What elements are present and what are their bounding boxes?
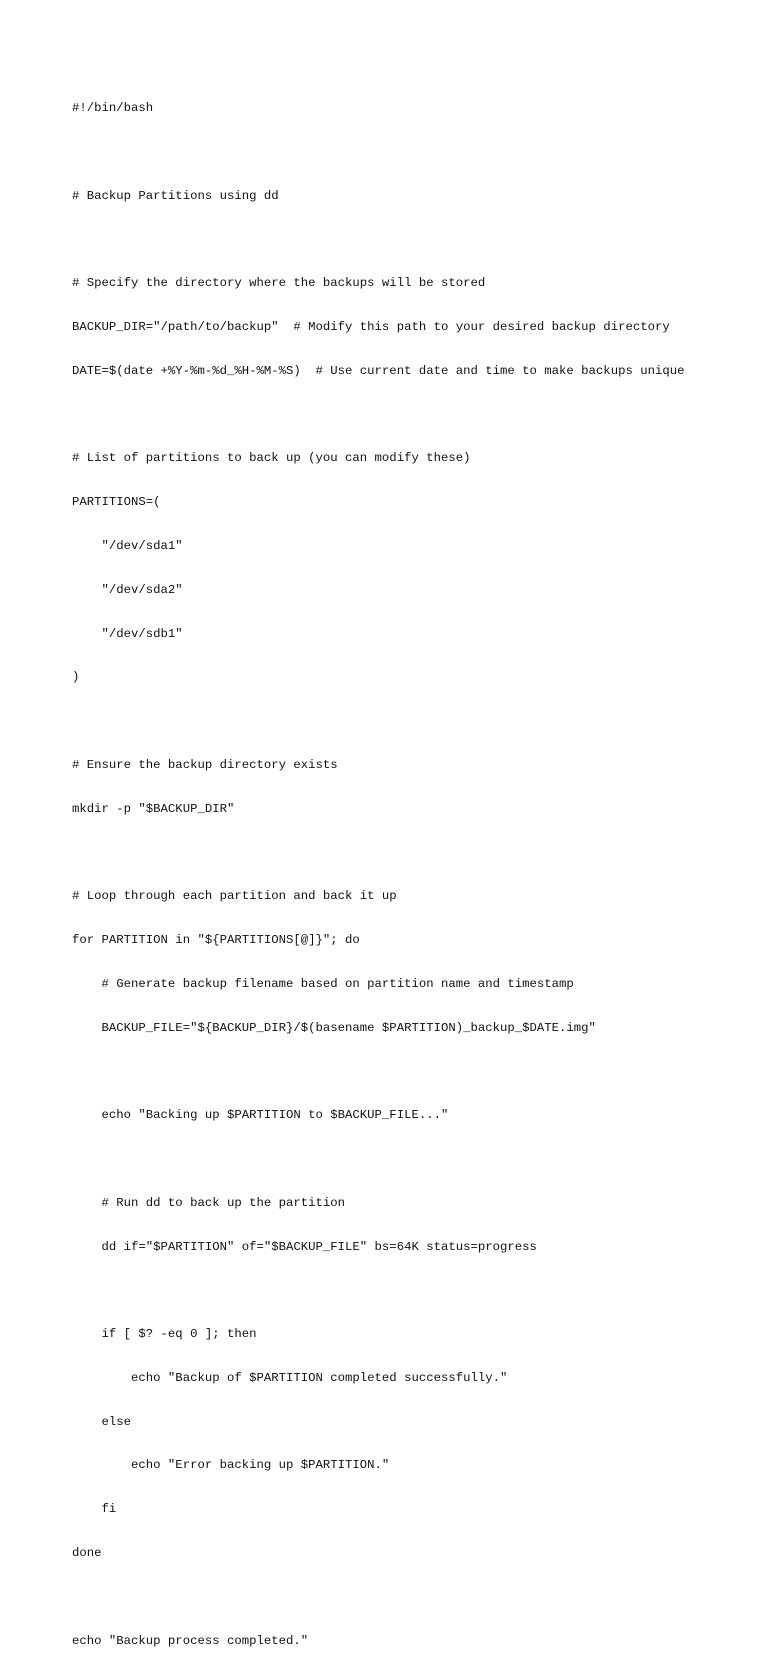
- code-line: echo "Backup process completed.": [72, 1633, 309, 1648]
- code-line: echo "Backing up $PARTITION to $BACKUP_FILE...": [72, 1108, 449, 1123]
- code-line: #!/bin/bash: [72, 101, 154, 116]
- code-line: PARTITIONS=(: [72, 495, 161, 510]
- code-line: [72, 1064, 752, 1079]
- code-line: [72, 408, 752, 423]
- code-line: "/dev/sda1": [72, 539, 183, 553]
- code-line: [72, 845, 752, 860]
- code-line: [72, 1590, 752, 1605]
- code-line: # Specify the directory where the backups will be stored: [72, 276, 486, 291]
- code-line: fi: [72, 1502, 117, 1517]
- code-line: [72, 714, 752, 729]
- code-line: # Backup Partitions using dd: [72, 188, 279, 203]
- code-line: [72, 233, 752, 248]
- code-line: for PARTITION in "${PARTITIONS[@]}"; do: [72, 933, 360, 948]
- code-line: # Generate backup filename based on partition name and timestamp: [72, 976, 574, 991]
- code-line: if [ $? -eq 0 ]; then: [72, 1327, 257, 1342]
- code-line: mkdir -p "$BACKUP_DIR": [72, 801, 235, 816]
- code-line: echo "Error backing up $PARTITION.": [72, 1458, 390, 1473]
- code-line: # Run dd to back up the partition: [72, 1195, 346, 1210]
- code-line: [72, 1152, 752, 1167]
- code-line: ): [72, 670, 80, 685]
- code-line: BACKUP_FILE="${BACKUP_DIR}/$(basename $PARTITION)_backup_$DATE.img": [72, 1020, 596, 1035]
- code-line: # List of partitions to back up (you can modify these): [72, 451, 471, 466]
- code-line: echo "Backup of $PARTITION completed successfully.": [72, 1370, 508, 1385]
- code-line: "/dev/sdb1": [72, 626, 183, 641]
- code-line: [72, 1283, 752, 1298]
- code-line: done: [72, 1545, 102, 1560]
- code-line: [72, 145, 752, 160]
- code-line: # Ensure the backup directory exists: [72, 757, 338, 772]
- code-line: BACKUP_DIR="/path/to/backup" # Modify this path to your desired backup directory: [72, 320, 670, 335]
- code-block: [72, 72, 752, 1677]
- code-line: "/dev/sda2": [72, 582, 183, 597]
- code-line: DATE=$(date +%Y-%m-%d_%H-%M-%S) # Use current date and time to make backups unique: [72, 363, 685, 378]
- code-line: # Loop through each partition and back it up: [72, 889, 397, 904]
- code-line: else: [72, 1414, 132, 1429]
- code-line: dd if="$PARTITION" of="$BACKUP_FILE" bs=64K status=progress: [72, 1239, 537, 1254]
